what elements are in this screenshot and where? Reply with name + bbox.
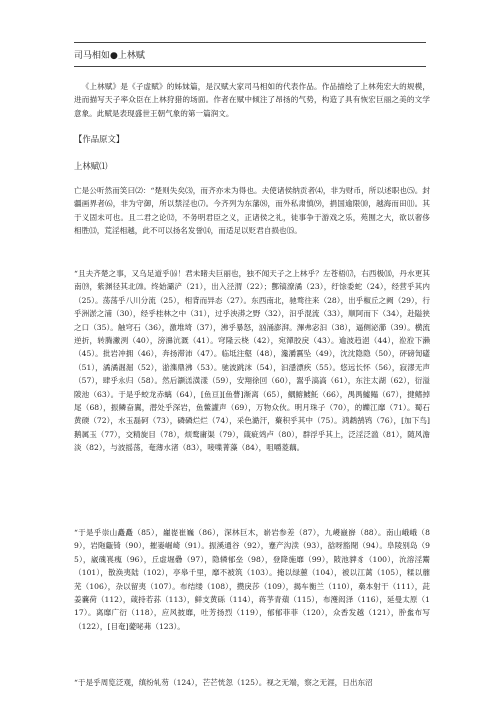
document-title: 司马相如●上林赋 bbox=[74, 51, 145, 61]
text-paragraph-1: 亡是公听然而笑曰⑵：“楚则失矣⑶，而齐亦未为得也。夫使诸侯纳贡者⑷，非为财币，所以述职也⑸。封疆画界者⑹，非为守御，所以禁淫也⑺。今齐列为东藩⑻，而外私肃慎⑼，捐国逾限⑽，越海而田⑾。其于义固未可也。且二君之论⑿，不务明君臣之义，正诸侯之礼，徒事争于游戏之乐，苑囿之大，欲以奢侈相胜⒀，荒淫相越，此不可以扬名发誉⒁，而适足以贬君自损也⒂。 bbox=[74, 186, 430, 236]
title-rule bbox=[74, 66, 426, 67]
text-paragraph-2: “且夫齐楚之事，又乌足道乎⒃！君未睹夫巨丽也，独不闻天子之上林乎？左苍梧⒄，右西极⒅，丹水更其南⒆，紫渊径其北⒇。终始灞浐（21），出入泾渭（22）；酆镐潦潏（23），纡馀委蛇（24），经营乎其内（25）。荡荡乎八川分流（25），相背而异态（27）。东西南北，驰骛往来（28），出乎椒丘之阙（29），行乎洲淤之浦（30），经乎桂林之中（31），过乎泱漭之野（32），汩乎混流（33），顺阿而下（34），赴隘狭之口（35）。触穹石（36），激堆埼（37），沸乎暴怒，汹涌澎湃。滭弗宓汩（38），逼侧泌瀄（39）。横流逆折，转腾潎洌（40），滂濞沆溉（41）。穹隆云桡（42），宛潬胶戾（43）。逾波趋浥（44），涖涖下濑（45）。批岩冲拥（46），奔扬滞沛（47）。临坻注壑（48），瀺灂霣坠（49），沈沈隐隐（50），砰磅訇礚（51），潏潏淈淈（52），湁潗鼎沸（53）。驰波跳沫（54），汩濦漂疾（55）。悠远长怀（56），寂漻无声（57），肆乎永归（58）。然后灏溔潢漾（59），安翔徐回（60），翯乎滈滈（61），东注太湖（62），衍溢陂池（63）。于是乎蛟龙赤螭（64），[鱼亘][鱼瞢]渐离（65），鰅鰫鰬魠（66），禺禺鱋鳎（67），揵鳍掉尾（68），振鳞奋翼，潜处乎深岩，鱼鳖讙声（69），万物众伙。明月珠子（70），的皪江靡（71）。蜀石黄碝（72），水玉磊砢（73），磷磷烂烂（74），采色澔汗，藂积乎其中（75）。鸿鹔鹄鸨（76），[加下鸟]鹅属玉（77），交精旋目（78），烦鹜庸渠（79），箴疵䴔卢（80），群浮乎其上，泛淫泛滥（81），随风澹淡（82），与波摇荡，奄薄水渚（83），唼喋菁藻（84），咀嚼菱藕。 bbox=[74, 269, 430, 453]
text-paragraph-4: “于是乎周览泛观，缜纷轧芴（124），芒芒恍忽（125）。视之无端，察之无涯，日出东沼 bbox=[74, 678, 373, 687]
work-title: 上林赋⑴ bbox=[74, 161, 108, 171]
text-paragraph-3: “于是乎崇山矗矗（85），巃嵸崔巍（86），深林巨木，崭岩参差（87），九嵕巀嶭（88）。南山峨峨（89），岩陁甗锜（90），摧崣崛崎（91）。振溪通谷（92），蹇产沟渎（93），谽呀豁閜（94）。阜陵别岛（95），崴磈嵔瘣（96），丘虚堀礨（97），隐辚郁垒（98），登降施靡（99），陂池貏豸（100），沇溶淫鬻（101），散涣夷陆（102），亭皋千里，靡不被筑（103）。掩以绿蕙（104），被以江蓠（105），糅以蘼芜（106），杂以留夷（107）。布结缕（108），攒戾莎（109），揭车衡兰（110），槀本射干（111），茈姜蘘荷（112），葴持若荪（113），鲜支黄砾（114），蒋芧青薠（115），布濩闳泽（116），延曼太原（117）。离靡广衍（118），应风披靡，吐芳扬烈（119），郁郁菲菲（120），众香发越（121），肸蚃布写（122），[目奄]薆咇茀（123）。 bbox=[74, 528, 430, 631]
top-rule bbox=[74, 42, 426, 43]
intro-paragraph: 《上林赋》是《子虚赋》的姊妹篇，是汉赋大家司马相如的代表作品。作品描绘了上林苑宏大的规模，进而描写天子率众臣在上林狩猎的场面。作者在赋中倾注了昂扬的气势，构造了具有恢宏巨丽之美的文学意象。此赋是表现盛世王朝气象的第一篇润文。 bbox=[74, 82, 430, 118]
section-heading: 【作品原文】 bbox=[74, 134, 125, 144]
